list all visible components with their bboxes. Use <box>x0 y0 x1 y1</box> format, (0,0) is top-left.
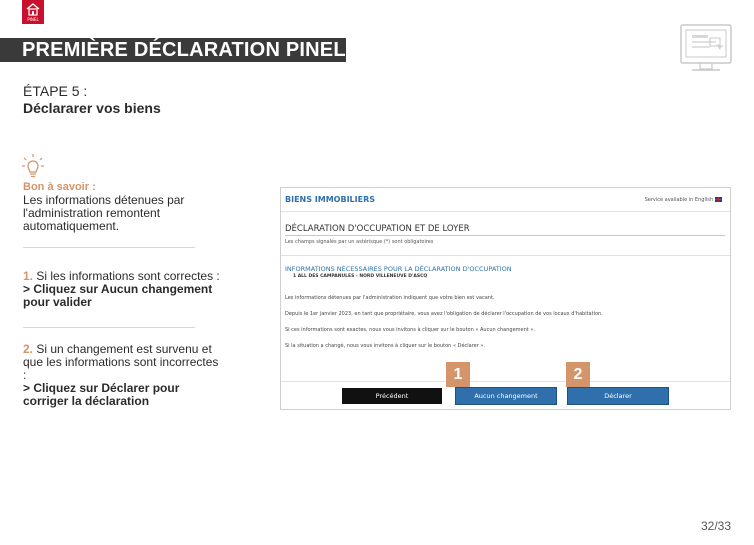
screenshot-header <box>281 188 730 212</box>
screenshot-brand: BIENS IMMOBILIERS <box>285 195 376 204</box>
property-address: 1 ALL DES CAMPANULES - NORD VILLENEUVE D'ASCQ <box>293 274 428 279</box>
lightbulb-icon <box>22 154 44 178</box>
instruction-2 <box>23 343 223 408</box>
step-subtitle: Déclararer vos biens <box>23 100 161 116</box>
step-badge-1: 1 <box>446 362 470 387</box>
info-paragraph: Si ces informations sont exactes, nous vous invitons à cliquer sur le bouton « Aucun changement ». <box>285 327 535 333</box>
computer-screen-icon <box>680 24 732 74</box>
step-badge-2: 2 <box>566 362 590 387</box>
previous-button[interactable]: Précédent <box>342 388 442 404</box>
required-note: Les champs signalés par un astérisque (*) sont obligatoires <box>285 239 434 245</box>
step-label: ÉTAPE 5 : <box>23 83 88 99</box>
instruction-1 <box>23 270 223 309</box>
instruction-action: > Cliquez sur Aucun changement pour valider <box>23 282 213 309</box>
divider <box>23 247 195 248</box>
logo-text: PINEL <box>27 17 39 22</box>
declare-button[interactable]: Déclarer <box>568 388 668 404</box>
instruction-number: 1. <box>23 269 34 283</box>
no-change-button[interactable]: Aucun changement <box>456 388 556 404</box>
house-icon <box>25 2 41 16</box>
language-link-label: Service available in English <box>644 197 713 203</box>
form-title-underline <box>285 235 725 236</box>
embedded-screenshot <box>280 187 731 410</box>
title-bar <box>0 38 346 62</box>
tip-text: Les informations détenues par l'administration remontent automatiquement. <box>23 193 185 233</box>
uk-flag-icon <box>715 197 722 202</box>
info-paragraph: Depuis le 1er janvier 2023, en tant que propriétaire, vous avez l'obligation de déclarer l'occupation de vos locaux d'habitation. <box>285 311 603 317</box>
divider <box>23 327 195 328</box>
page-number: 32/33 <box>701 519 732 533</box>
info-paragraph: Les informations détenues par l'administration indiquent que votre bien est vacant. <box>285 295 495 301</box>
info-panel <box>281 255 730 382</box>
instruction-number: 2. <box>23 342 34 356</box>
language-link[interactable] <box>645 197 722 203</box>
brand-logo <box>22 0 44 24</box>
form-title: DÉCLARATION D'OCCUPATION ET DE LOYER <box>285 224 470 234</box>
info-title: INFORMATIONS NÉCESSAIRES POUR LA DÉCLARATION D'OCCUPATION <box>285 265 512 273</box>
instruction-text: Si les informations sont correctes : <box>33 269 220 283</box>
instruction-text: Si un changement est survenu et que les informations sont incorrectes : <box>23 342 219 382</box>
instruction-action: > Cliquez sur Déclarer pour corriger la déclaration <box>23 381 180 408</box>
page-title: PREMIÈRE DÉCLARATION PINEL <box>22 39 346 61</box>
info-paragraph: Si la situation a changé, nous vous invitons à cliquer sur le bouton « Déclarer ». <box>285 343 486 349</box>
tip-heading: Bon à savoir : <box>23 181 96 193</box>
